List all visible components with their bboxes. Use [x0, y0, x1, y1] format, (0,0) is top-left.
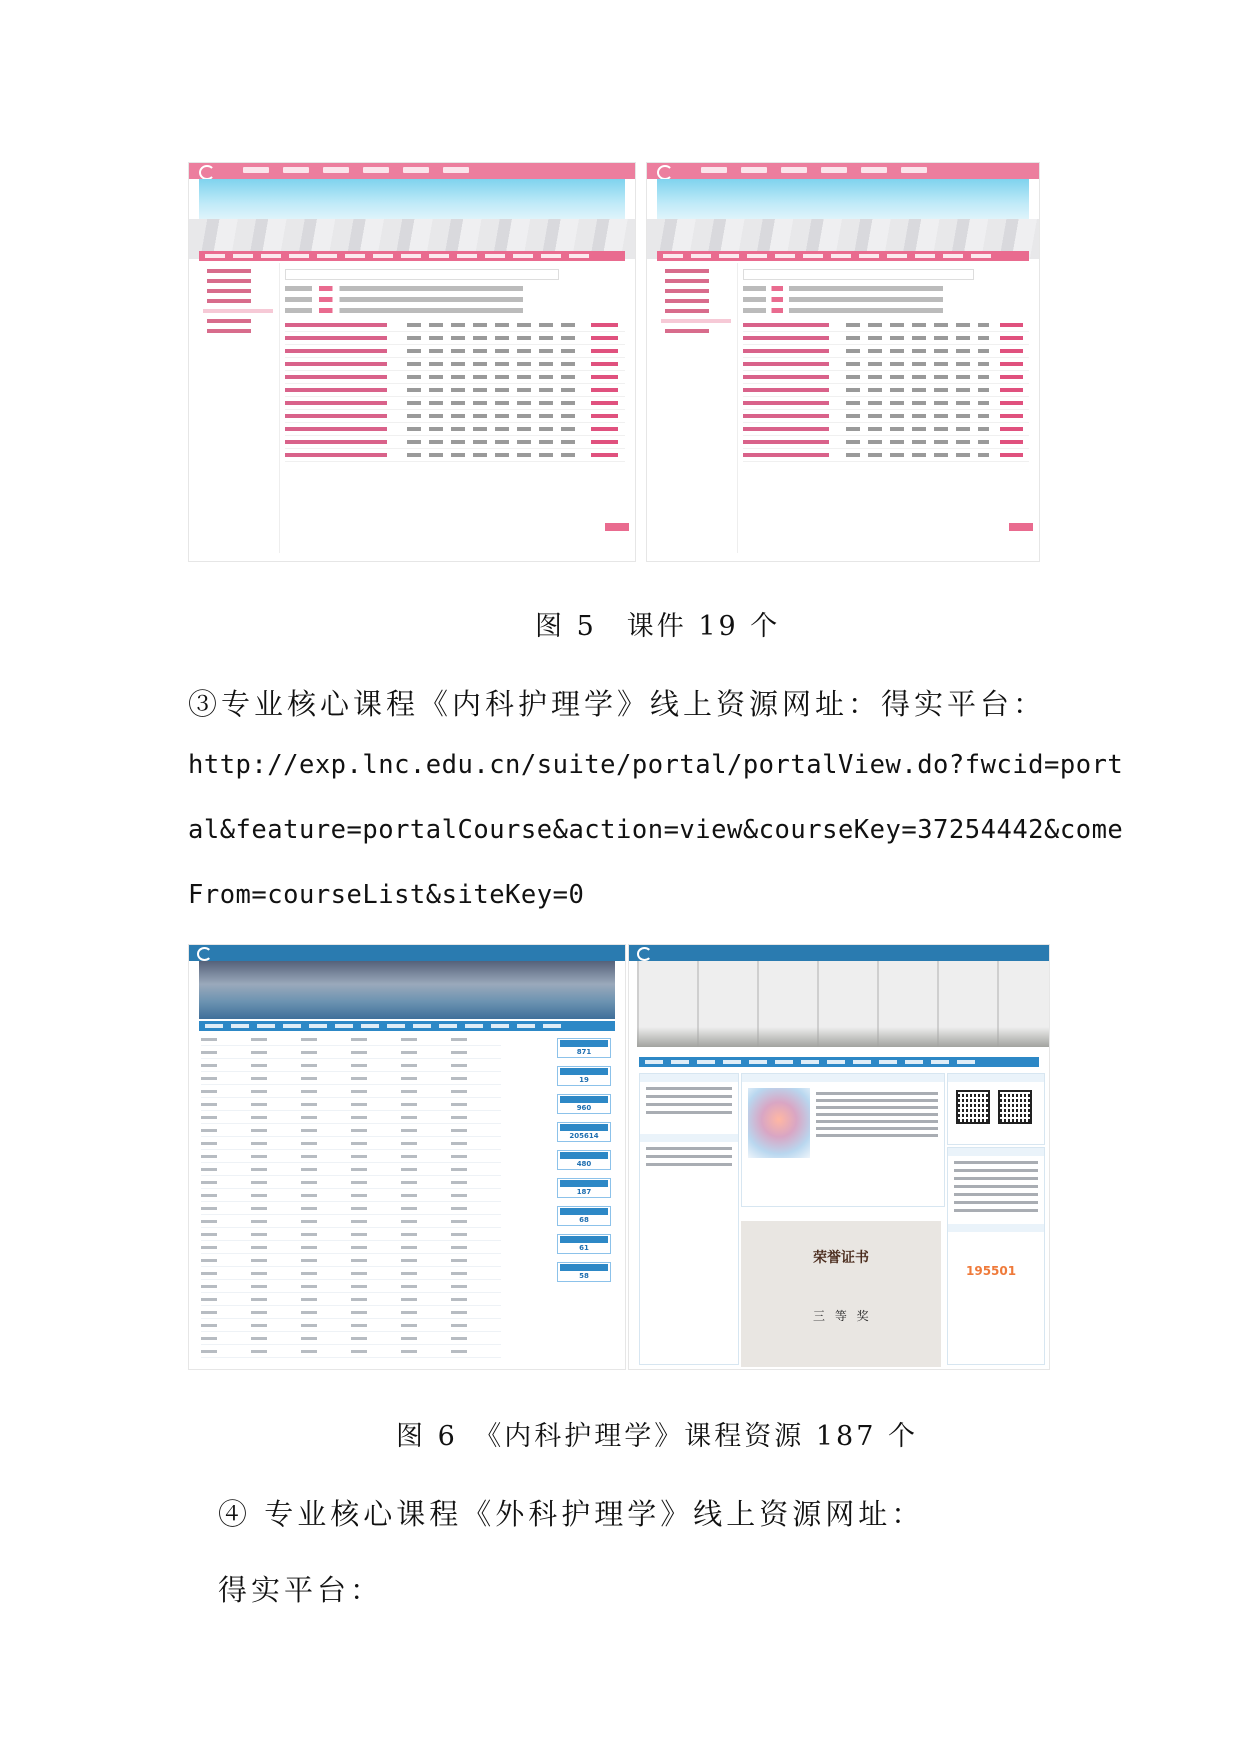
- top-nav-bar: [189, 945, 625, 961]
- figure6-screenshot-left: [188, 944, 626, 1370]
- pagination: [1009, 523, 1033, 531]
- stat-box: 960: [557, 1094, 611, 1114]
- pagination: [605, 523, 629, 531]
- stat-box: 19: [557, 1066, 611, 1086]
- figure5-caption: 图 5 课件 19 个: [535, 611, 781, 642]
- figure5-screenshot-right: [646, 162, 1040, 562]
- top-nav-bar: [647, 163, 1039, 179]
- site-logo-icon: [197, 947, 212, 961]
- login-panel: [639, 1073, 739, 1365]
- qr-code-icon: [998, 1090, 1032, 1124]
- site-logo-icon: [199, 165, 215, 180]
- banner-image: [199, 179, 625, 223]
- course-menu-bar: [199, 1021, 615, 1031]
- stat-box: 871: [557, 1038, 611, 1058]
- course-menu-bar: [199, 251, 625, 261]
- url-line-3[interactable]: From=courseList&siteKey=0: [188, 880, 585, 910]
- stat-box: 187: [557, 1178, 611, 1198]
- figure5-screenshot-left: [188, 162, 636, 562]
- stat-box: 68: [557, 1206, 611, 1226]
- qr-code-icon: [956, 1090, 990, 1124]
- stat-box: 61: [557, 1234, 611, 1254]
- honor-certificate: 荣誉证书 三 等 奖: [741, 1221, 941, 1367]
- banner-image: [657, 179, 1029, 223]
- class-activity-table: [201, 1033, 501, 1363]
- stat-box: 205614: [557, 1122, 611, 1142]
- course-intro-panel: [741, 1073, 945, 1207]
- section4-heading: ④ 专业核心课程《外科护理学》线上资源网址：: [218, 1497, 925, 1531]
- course-menu-bar: [657, 251, 1029, 261]
- top-nav-bar: [629, 945, 1049, 961]
- banner-photo: [199, 961, 615, 1019]
- section4-subheading: 得实平台：: [218, 1573, 384, 1607]
- site-stats-panel: [947, 1147, 1045, 1365]
- resource-table: [285, 267, 625, 553]
- figure6-screenshot-right: [628, 944, 1050, 1370]
- course-menu-bar: [639, 1057, 1039, 1067]
- top-nav-bar: [189, 163, 635, 179]
- site-logo-icon: [637, 947, 652, 961]
- resource-sidebar: [199, 263, 280, 553]
- resource-sidebar: [657, 263, 738, 553]
- url-line-1[interactable]: http://exp.lnc.edu.cn/suite/portal/portalView.do?fwcid=port: [188, 750, 1124, 780]
- section3-heading: ③专业核心课程《内科护理学》线上资源网址：得实平台：: [188, 687, 1047, 721]
- figure6-caption: 图 6 《内科护理学》课程资源 187 个: [396, 1421, 918, 1452]
- banner-photo: [637, 961, 1049, 1047]
- stats-column: [555, 1033, 613, 1363]
- qr-panel: [947, 1073, 1045, 1145]
- stat-box: 480: [557, 1150, 611, 1170]
- url-line-2[interactable]: al&feature=portalCourse&action=view&courseKey=37254442&come: [188, 815, 1124, 845]
- stat-box: 58: [557, 1262, 611, 1282]
- resource-table: [743, 267, 1029, 553]
- visit-counter: 195501: [966, 1264, 1017, 1278]
- site-logo-icon: [657, 165, 673, 180]
